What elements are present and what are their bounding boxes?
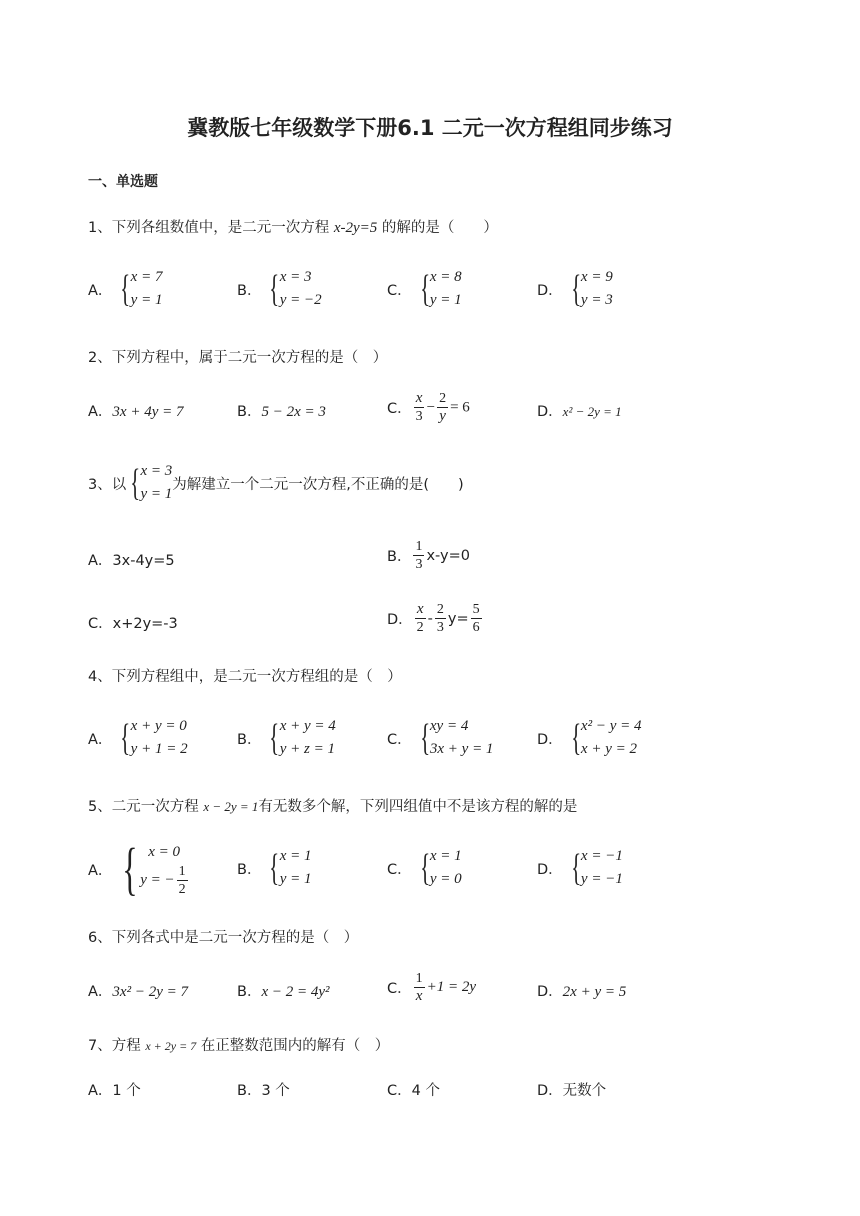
system-row: x = −1 — [580, 848, 623, 864]
system-row: y = 0 — [429, 871, 462, 887]
system-row: x = 9 — [580, 269, 613, 285]
fraction — [437, 390, 448, 425]
system-row: x = 1 — [429, 848, 462, 864]
operator: − — [426, 399, 436, 416]
system-row: x = 0 — [148, 843, 181, 860]
denominator: 3 — [415, 409, 423, 424]
q7-option-a[interactable] — [88, 1079, 141, 1100]
equation-system — [416, 845, 462, 891]
option-label: B． — [237, 282, 262, 299]
option-label: A． — [88, 731, 113, 748]
denominator: y — [439, 408, 446, 424]
brace-icon: { — [120, 268, 131, 310]
fraction — [435, 601, 446, 636]
question-2-stem: 2、下列方程中，属于二元一次方程的是（ ） — [88, 350, 388, 366]
question-5-stem — [88, 795, 577, 816]
q4-option-c[interactable] — [387, 715, 493, 761]
question-4-stem: 4、下列方程组中，是二元一次方程组的是（ ） — [88, 669, 402, 685]
question-3-stem — [88, 460, 464, 506]
q7-stem-b: 在正整数范围内的解有（ ） — [196, 1038, 390, 1054]
system-row: xy = 4 — [429, 718, 469, 734]
system-row: y = 1 — [279, 871, 312, 887]
option-label: D． — [537, 1083, 563, 1099]
numerator: 2 — [436, 602, 444, 617]
q7-equation: x + 2y = 7 — [145, 1039, 197, 1053]
option-label: B． — [387, 549, 412, 565]
fraction — [177, 863, 188, 898]
question-6-stem: 6、下列各式中是二元一次方程的是（ ） — [88, 930, 359, 946]
option-label: B． — [237, 1083, 262, 1099]
question-7-stem — [88, 1034, 389, 1055]
system-row: x = 1 — [279, 848, 312, 864]
option-text: 3 个 — [261, 1083, 290, 1099]
q1-option-b[interactable] — [237, 266, 322, 312]
option-text: 1 个 — [112, 1083, 141, 1099]
system-row: x + y = 4 — [279, 718, 336, 734]
brace-icon: { — [269, 268, 280, 310]
equation-system — [416, 266, 462, 312]
q6-option-d[interactable] — [537, 980, 626, 1001]
q3-suffix: 为解建立一个二元一次方程,不正确的是( ) — [172, 476, 464, 493]
option-label: A． — [88, 404, 113, 420]
equation-system — [265, 266, 321, 312]
equation-system — [126, 460, 172, 506]
brace-icon: { — [419, 268, 430, 310]
q5-option-b[interactable] — [237, 845, 311, 891]
option-text: x+2y=-3 — [112, 616, 178, 632]
option-equation: x − 2 = 4y² — [261, 984, 330, 1000]
equation-rest: = 6 — [450, 399, 470, 416]
equation-system — [265, 715, 335, 761]
option-equation: +1 = 2y — [426, 979, 477, 995]
q1-stem-b: 的解的是（ ） — [377, 220, 498, 236]
equation-system — [116, 715, 187, 761]
denominator: 2 — [416, 620, 424, 635]
system-row: y = 1 — [429, 292, 462, 308]
q5-equation: x − 2y = 1 — [203, 799, 259, 814]
system-row: x = 8 — [429, 269, 462, 285]
option-label: D． — [537, 861, 563, 878]
q7-option-b[interactable] — [237, 1079, 290, 1100]
page-title: 冀教版七年级数学下册6.1 二元一次方程组同步练习 — [187, 116, 673, 140]
option-label: D． — [387, 612, 413, 628]
q6-option-b[interactable] — [237, 980, 330, 1001]
q3-option-b[interactable] — [387, 538, 470, 573]
q5-stem-a: 5、二元一次方程 — [88, 799, 204, 815]
option-equation: 2x + y = 5 — [562, 984, 627, 1000]
q4-option-b[interactable] — [237, 715, 336, 761]
equation-system — [416, 715, 494, 761]
brace-icon: { — [120, 717, 131, 759]
option-equation: 3x² − 2y = 7 — [112, 984, 188, 1000]
numerator: x — [416, 601, 424, 617]
option-label: A． — [88, 282, 113, 299]
q1-option-c[interactable] — [387, 266, 462, 312]
q3-option-c[interactable] — [88, 612, 178, 633]
q5-option-a[interactable] — [88, 836, 190, 901]
option-label: C． — [387, 861, 412, 878]
brace-icon: { — [419, 717, 430, 759]
option-label: C． — [387, 401, 412, 417]
brace-icon: { — [570, 717, 581, 759]
q6-option-a[interactable] — [88, 980, 188, 1001]
denominator: x — [415, 988, 423, 1004]
q6-option-c[interactable] — [387, 970, 476, 1005]
option-label: D． — [537, 984, 563, 1000]
q7-option-d[interactable] — [537, 1079, 606, 1100]
q2-option-b[interactable] — [237, 400, 326, 421]
system-row: x² − y = 4 — [580, 718, 642, 734]
q5-option-c[interactable] — [387, 845, 462, 891]
option-text: y= — [447, 610, 469, 627]
option-equation: x² − 2y = 1 — [562, 404, 622, 419]
q2-option-a[interactable] — [88, 400, 183, 421]
option-label: D． — [537, 731, 563, 748]
option-label: A． — [88, 553, 113, 569]
option-label: C． — [387, 981, 412, 997]
brace-icon: { — [419, 847, 430, 889]
q5-stem-b: 有无数多个解，下列四组值中不是该方程的解的是 — [258, 799, 578, 815]
numerator: 1 — [178, 863, 186, 879]
option-label: C． — [387, 731, 412, 748]
system-row: y = 3 — [580, 292, 613, 308]
option-label: B． — [237, 731, 262, 748]
fraction — [413, 538, 424, 573]
system-row: y = −1 — [580, 871, 623, 887]
q2-option-c[interactable] — [387, 390, 470, 425]
numerator: x — [415, 390, 423, 406]
operator: - — [427, 610, 433, 627]
option-text: x-y=0 — [426, 547, 470, 564]
system-row: x = 7 — [130, 269, 163, 285]
numerator: 2 — [439, 391, 447, 406]
denominator: 3 — [436, 620, 444, 635]
q7-option-c[interactable] — [387, 1079, 440, 1100]
option-text: 无数个 — [562, 1083, 607, 1099]
q1-stem-a: 1、下列各组数值中，是二元一次方程 — [88, 220, 334, 236]
option-text: 3x-4y=5 — [112, 553, 175, 569]
brace-icon: { — [570, 847, 581, 889]
option-label: A． — [88, 1083, 113, 1099]
option-text: 4 个 — [411, 1083, 440, 1099]
system-row: x = 3 — [140, 463, 173, 479]
section-heading: 一、单选题 — [88, 174, 158, 190]
brace-icon: { — [269, 847, 280, 889]
brace-icon: { — [130, 462, 141, 504]
q1-equation: x-2y=5 — [333, 220, 378, 236]
brace-icon: { — [122, 836, 139, 901]
denominator: 3 — [415, 557, 423, 572]
q4-option-a[interactable] — [88, 715, 188, 761]
equation-system — [567, 715, 642, 761]
option-label: B． — [237, 861, 262, 878]
q4-option-d[interactable] — [537, 715, 641, 761]
equation-system — [567, 266, 613, 312]
denominator: 2 — [178, 881, 186, 897]
brace-icon: { — [269, 717, 280, 759]
system-row: y + z = 1 — [279, 741, 335, 757]
option-equation: 3x + 4y = 7 — [112, 404, 184, 420]
fraction — [415, 601, 426, 636]
option-equation: 5 − 2x = 3 — [261, 404, 326, 420]
system-row: 3x + y = 1 — [429, 741, 494, 757]
system-row: y = 1 — [130, 292, 163, 308]
option-label: D． — [537, 404, 563, 420]
q3-option-a[interactable] — [88, 549, 175, 570]
equation-system — [265, 845, 311, 891]
numerator: 1 — [415, 971, 423, 986]
fraction — [414, 970, 425, 1005]
system-row: x + y = 0 — [130, 718, 187, 734]
equation-system — [116, 836, 189, 901]
system-row: y = −2 — [279, 292, 322, 308]
q3-option-d[interactable] — [387, 601, 484, 636]
numerator: 5 — [472, 602, 480, 617]
system-row — [140, 863, 189, 898]
q5-option-d[interactable] — [537, 845, 623, 891]
numerator: 1 — [415, 539, 423, 554]
system-row: x = 3 — [279, 269, 312, 285]
option-label: D． — [537, 282, 563, 299]
option-label: C． — [387, 282, 412, 299]
question-1-stem — [88, 216, 498, 237]
fraction — [414, 390, 425, 425]
option-label: B． — [237, 404, 262, 420]
option-label: A． — [88, 984, 113, 1000]
q3-prefix: 3、以 — [88, 476, 127, 493]
system-row: y = 1 — [140, 486, 173, 502]
option-label: B． — [237, 984, 262, 1000]
denominator: 6 — [472, 620, 480, 635]
equation-system — [116, 266, 162, 312]
q1-option-a[interactable] — [88, 266, 162, 312]
system-row: y + 1 = 2 — [130, 741, 188, 757]
option-label: C． — [387, 1083, 412, 1099]
q2-option-d[interactable] — [537, 400, 622, 421]
option-label: A． — [88, 862, 113, 879]
brace-icon: { — [570, 268, 581, 310]
equation-system — [567, 845, 623, 891]
option-label: C． — [88, 616, 113, 632]
fraction — [471, 601, 482, 636]
q7-stem-a: 7、方程 — [88, 1038, 146, 1054]
system-row: x + y = 2 — [580, 741, 637, 757]
system-row-text: y = − — [140, 871, 175, 888]
q1-option-d[interactable] — [537, 266, 613, 312]
